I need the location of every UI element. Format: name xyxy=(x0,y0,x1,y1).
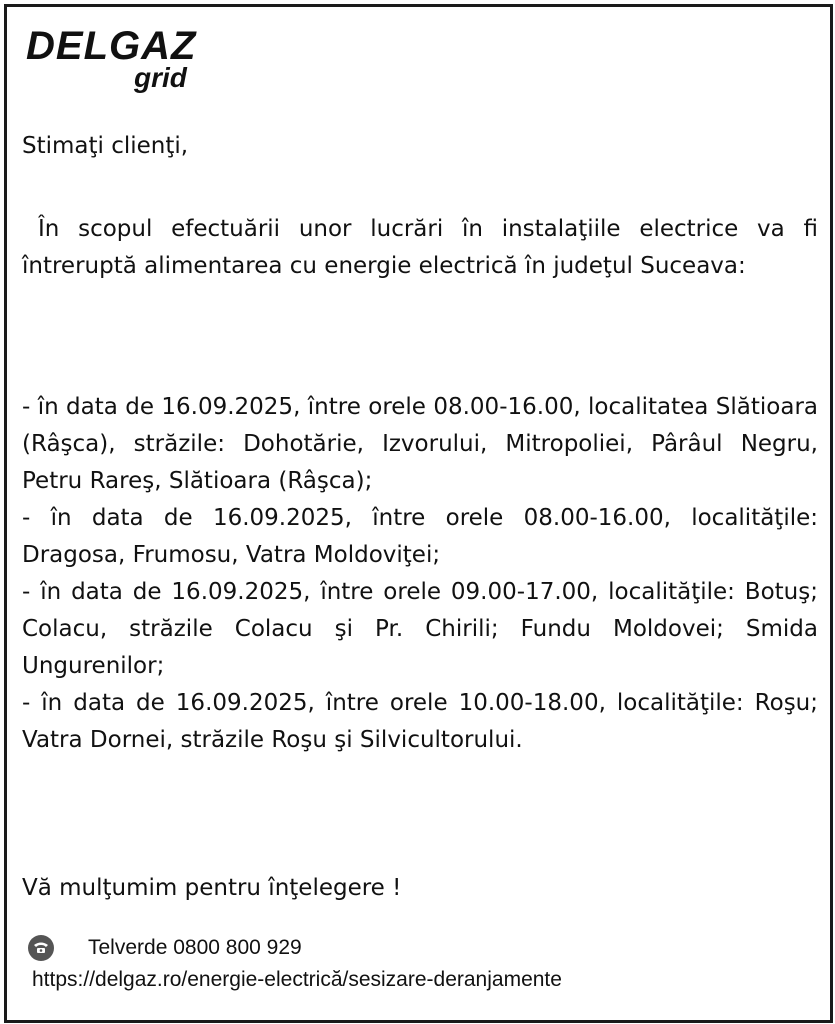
website-link[interactable]: https://delgaz.ro/energie-electrică/sesizare-deranjamente xyxy=(32,968,562,991)
schedule-item: - în data de 16.09.2025, între orele 08.00-16.00, localităţile: Dragosa, Frumosu, Vatra Moldoviţei; xyxy=(22,505,818,568)
logo-sub: grid xyxy=(134,62,187,93)
phone-icon xyxy=(28,935,54,961)
delgaz-grid-logo xyxy=(26,26,216,100)
intro-paragraph: În scopul efectuării unor lucrări în instalaţiile electrice va fi întreruptă alimentarea cu energie electrică în judeţul Suceava: xyxy=(22,216,818,279)
phone-number: Telverde 0800 800 929 xyxy=(88,936,302,959)
thanks-message: Vă mulţumim pentru înţelegere ! xyxy=(22,875,402,901)
schedule-item: - în data de 16.09.2025, între orele 09.00-17.00, localităţile: Botuş; Colacu, străzile Colacu şi Pr. Chirili; Fundu Moldovei; Smida Ungurenilor; xyxy=(22,579,818,679)
schedule-item: - în data de 16.09.2025, între orele 08.00-16.00, localitatea Slătioara (Râşca), străzile: Dohotărie, Izvorului, Mitropoliei, Pârâul Negru, Petru Rareş, Slătioara (Râşca); xyxy=(22,394,818,494)
logo-brand: DELGAZ xyxy=(26,24,197,68)
schedule-item: - în data de 16.09.2025, între orele 10.00-18.00, localităţile: Roşu; Vatra Dornei, străzile Roşu şi Silvicultorului. xyxy=(22,690,818,753)
outage-schedule xyxy=(22,389,818,759)
phone-contact xyxy=(28,931,302,965)
greeting: Stimaţi clienţi, xyxy=(22,133,189,159)
